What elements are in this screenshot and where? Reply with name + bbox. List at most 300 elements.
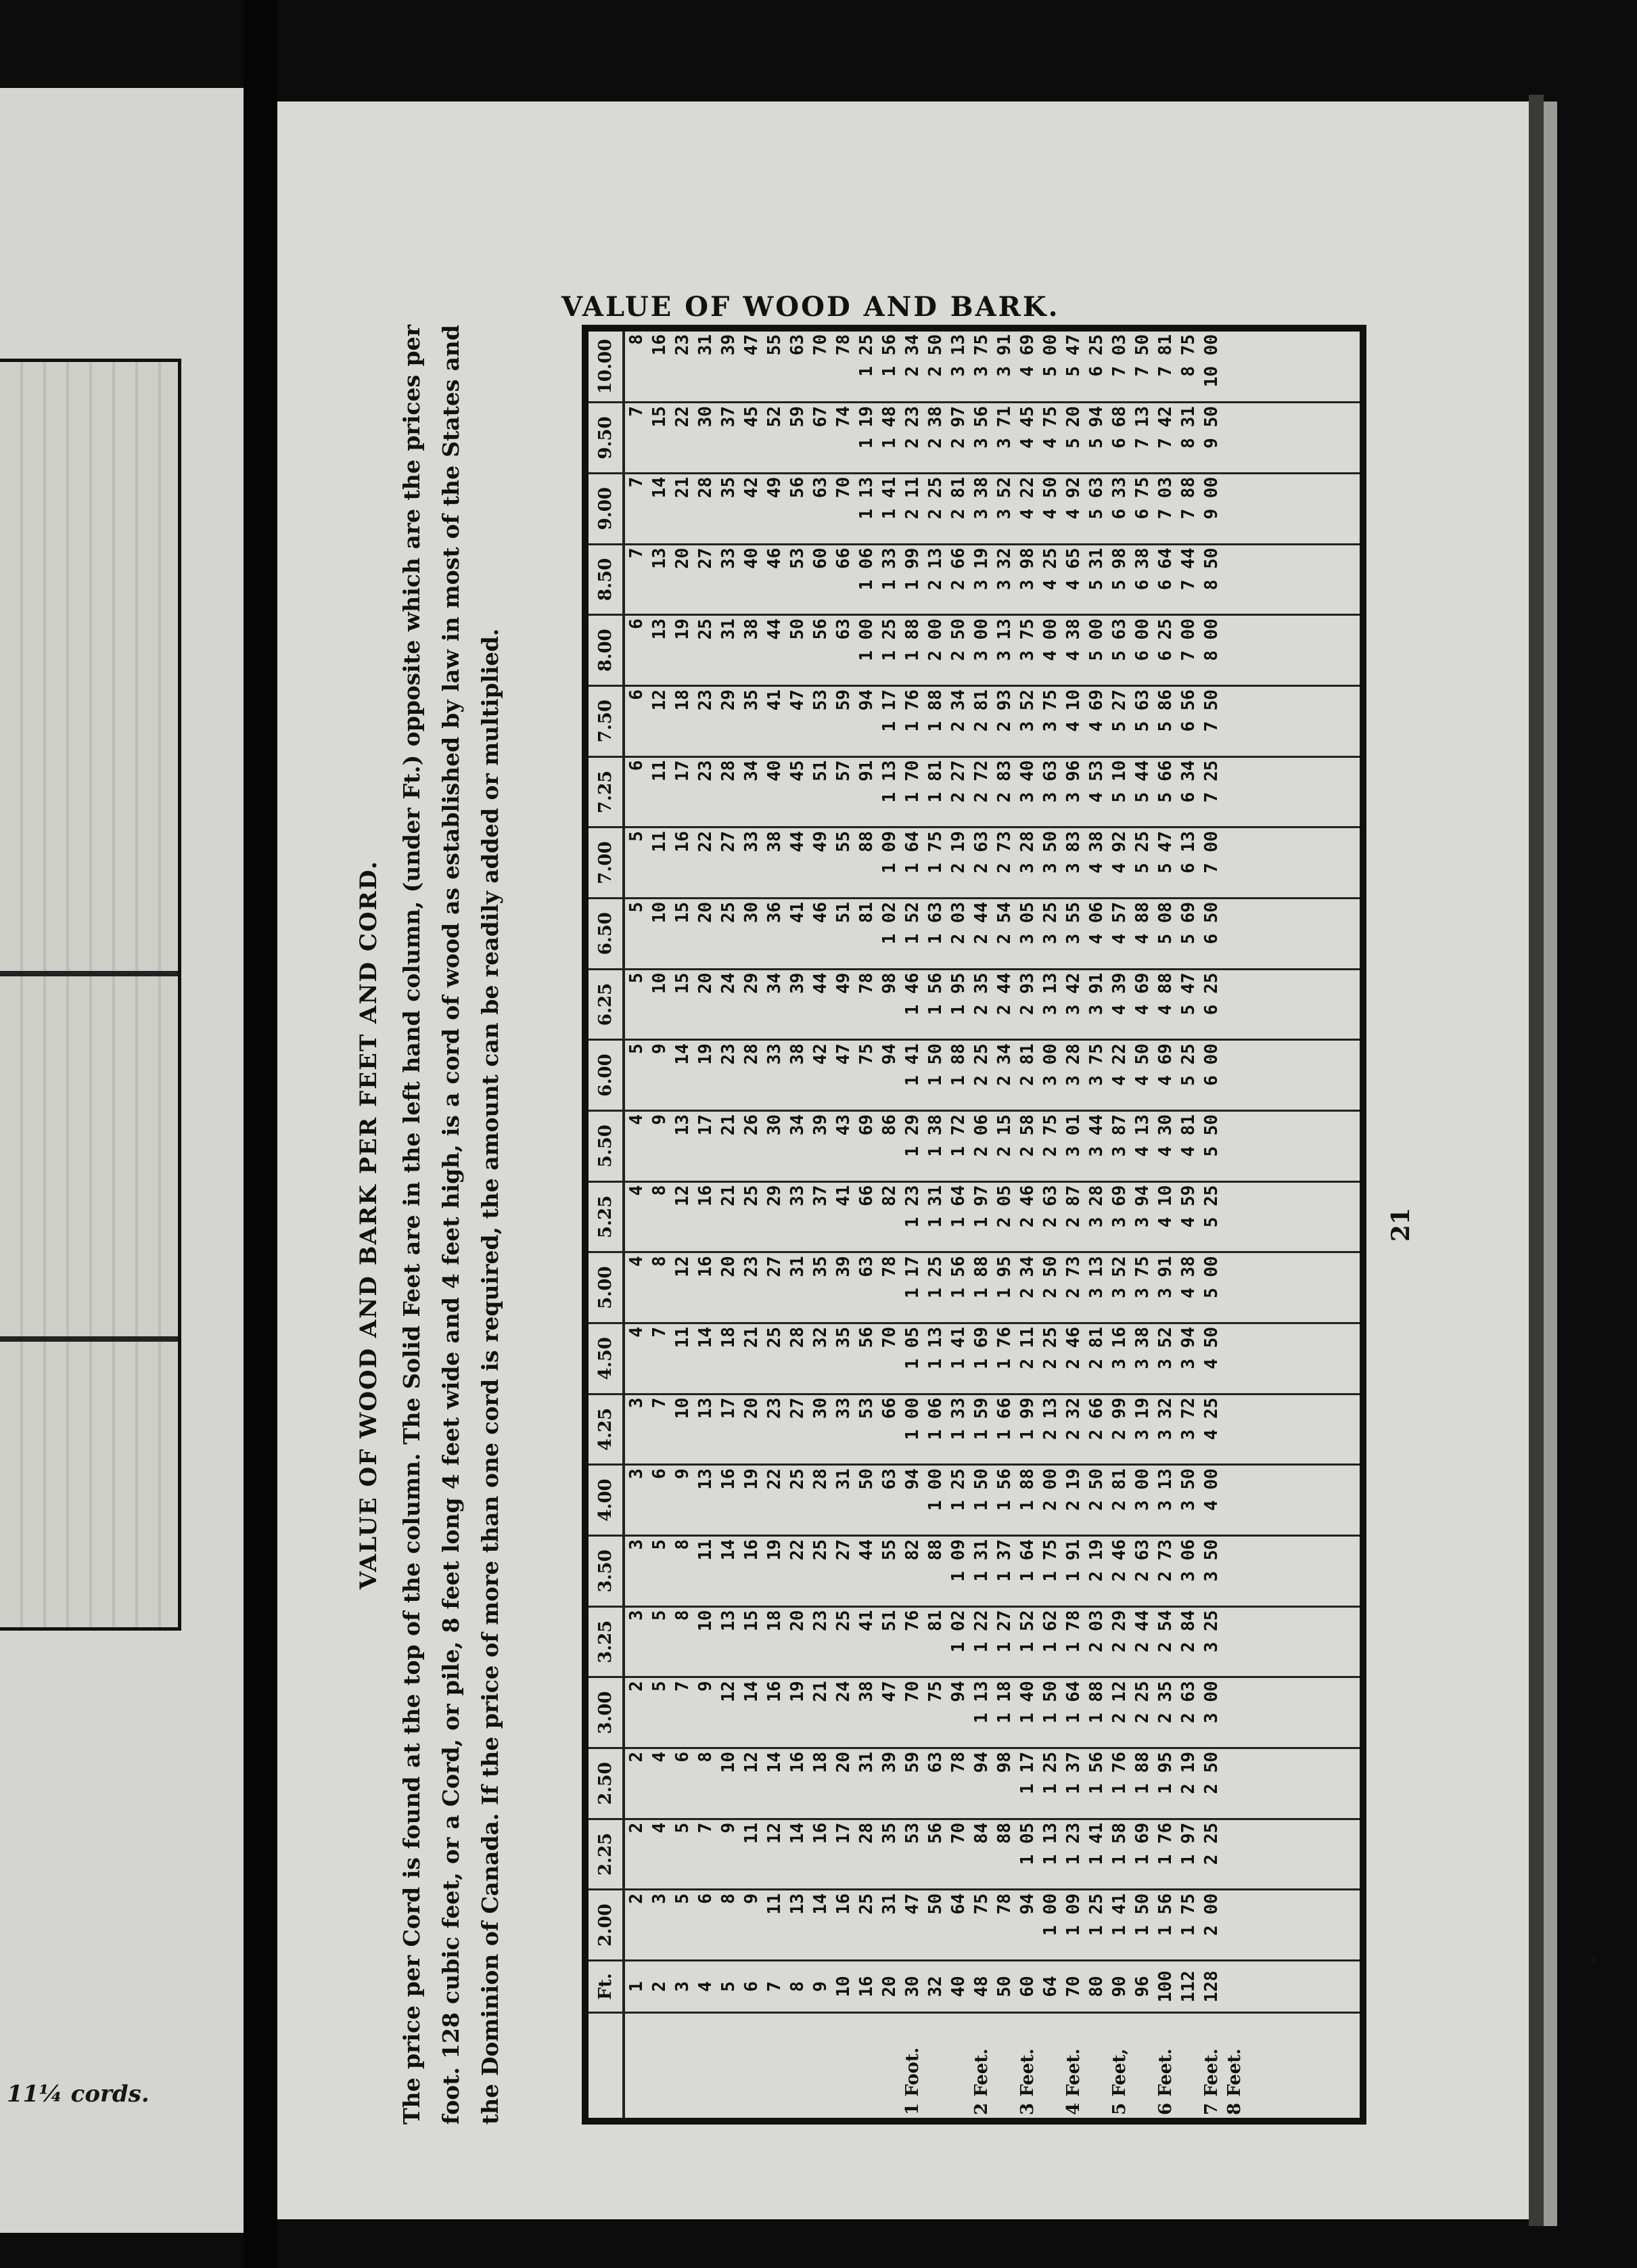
price-value: 3 13	[1155, 1468, 1176, 1511]
price-value: 3 91	[994, 334, 1015, 377]
price-value: 1 05	[902, 1326, 923, 1369]
price-value: 3 00	[1201, 1681, 1222, 1723]
header-price-17: 7.00	[589, 827, 624, 899]
price-value: 28	[741, 1043, 762, 1065]
rotated-page-content	[298, 325, 1488, 2125]
header-price-11: 5.00	[589, 1252, 624, 1323]
price-value: 26	[741, 1114, 762, 1136]
price-value: 2 54	[1155, 1610, 1176, 1653]
price-value: 3 38	[1132, 1326, 1153, 1369]
price-value: 13	[787, 1893, 808, 1915]
price-value: 10	[649, 972, 670, 994]
price-value: 12	[649, 689, 670, 711]
price-value: 3 52	[1109, 1256, 1130, 1298]
price-value: 2 81	[971, 689, 992, 732]
price-value: 14	[649, 476, 670, 499]
cords-caption: 11¼ cords.	[7, 2081, 149, 2108]
price-value: 3 44	[1086, 1114, 1107, 1157]
price-value: 5	[649, 1610, 670, 1621]
price-value: 63	[925, 1751, 946, 1773]
price-value: 4 92	[1109, 831, 1130, 874]
price-value: 56	[925, 1822, 946, 1844]
price-value: 5	[626, 972, 647, 984]
price-value: 27	[718, 831, 739, 853]
price-value: 3 83	[1063, 831, 1084, 874]
price-value: 94	[971, 1751, 992, 1773]
price-column-15	[624, 969, 1360, 1040]
price-value: 1 31	[971, 1539, 992, 1582]
price-value: 2 50	[1086, 1468, 1107, 1511]
price-value: 20	[741, 1397, 762, 1419]
price-value: 3 75	[971, 334, 992, 377]
feet-value: 30	[902, 1976, 923, 1997]
price-column-10	[624, 1323, 1360, 1394]
row-label: 1 Foot.	[902, 2047, 923, 2115]
price-value: 3 40	[1017, 760, 1038, 803]
price-value: 3 42	[1063, 972, 1084, 1016]
price-column-7	[624, 1535, 1360, 1606]
price-value: 4 69	[1132, 972, 1153, 1016]
price-value: 3 91	[1086, 972, 1107, 1016]
row-label	[809, 2016, 832, 2115]
row-label: 6 Feet.	[1155, 2048, 1176, 2115]
row-label	[993, 2016, 1016, 2115]
price-value: 1 75	[925, 831, 946, 874]
header-price-21: 8.50	[589, 544, 624, 615]
price-value: 39	[879, 1751, 900, 1773]
price-value: 8	[626, 334, 647, 345]
price-value: 1 56	[994, 1468, 1015, 1511]
price-value: 23	[741, 1256, 762, 1277]
price-value: 4 69	[1086, 689, 1107, 732]
price-value: 5 27	[1109, 689, 1130, 732]
price-value: 17	[718, 1397, 739, 1419]
price-column-6	[624, 1606, 1360, 1677]
price-column-16	[624, 898, 1360, 969]
price-value: 22	[672, 406, 693, 428]
price-value: 6 13	[1178, 831, 1199, 874]
price-value: 2 46	[1017, 1185, 1038, 1228]
price-value: 1 13	[925, 1326, 946, 1369]
price-value: 18	[672, 689, 693, 711]
price-value: 2 25	[971, 1043, 992, 1086]
header-price-20: 8.00	[589, 615, 624, 686]
price-value: 9	[741, 1893, 762, 1904]
price-value: 2 15	[994, 1114, 1015, 1157]
price-value: 1 33	[879, 547, 900, 591]
price-value: 12	[718, 1681, 739, 1702]
price-value: 82	[879, 1185, 900, 1206]
row-label	[1177, 2016, 1200, 2115]
price-value: 86	[879, 1114, 900, 1136]
price-value: 6 00	[1132, 618, 1153, 661]
price-value: 2 12	[1109, 1681, 1130, 1723]
price-value: 63	[787, 334, 808, 356]
price-value: 29	[764, 1185, 785, 1206]
price-value: 1 17	[879, 689, 900, 732]
price-value: 5	[649, 1681, 670, 1692]
price-value: 11	[695, 1539, 716, 1561]
price-value: 25	[787, 1468, 808, 1490]
price-value: 3 50	[1178, 1468, 1199, 1511]
price-value: 4 57	[1109, 901, 1130, 945]
price-value: 1 25	[948, 1468, 969, 1511]
price-value: 39	[718, 334, 739, 356]
price-value: 56	[787, 476, 808, 499]
price-value: 2 73	[1063, 1256, 1084, 1298]
row-label	[694, 2016, 717, 2115]
price-value: 74	[833, 406, 854, 428]
price-value: 2 58	[1017, 1114, 1038, 1157]
price-value: 1 09	[948, 1539, 969, 1582]
price-value: 3 63	[1040, 760, 1061, 803]
price-value: 47	[833, 1043, 854, 1065]
header-price-9: 4.25	[589, 1394, 624, 1465]
price-value: 1 29	[902, 1114, 923, 1157]
price-value: 47	[902, 1893, 923, 1915]
price-value: 45	[787, 760, 808, 781]
price-value: 3	[626, 1539, 647, 1550]
price-value: 2 00	[1201, 1893, 1222, 1936]
row-label	[786, 2016, 809, 2115]
price-column-14	[624, 1040, 1360, 1111]
price-value: 27	[787, 1397, 808, 1419]
price-value: 88	[925, 1539, 946, 1561]
price-value: 5 44	[1132, 760, 1153, 803]
row-label	[832, 2016, 855, 2115]
price-value: 2	[626, 1822, 647, 1834]
price-value: 5	[672, 1893, 693, 1904]
price-value: 30	[741, 901, 762, 924]
price-column-18	[624, 756, 1360, 827]
price-value: 98	[879, 972, 900, 994]
feet-value: 48	[971, 1976, 992, 1997]
price-value: 1 27	[994, 1610, 1015, 1653]
price-value: 4	[649, 1751, 670, 1763]
price-value: 14	[764, 1751, 785, 1773]
price-value: 3 87	[1109, 1114, 1130, 1157]
price-value: 1 97	[971, 1185, 992, 1228]
price-value: 98	[994, 1751, 1015, 1773]
price-value: 1 09	[1063, 1893, 1084, 1936]
price-value: 5 50	[1201, 1114, 1222, 1157]
price-value: 23	[695, 689, 716, 711]
price-value: 4 65	[1063, 547, 1084, 591]
price-value: 1 91	[1063, 1539, 1084, 1582]
price-value: 3 25	[1040, 901, 1061, 945]
price-value: 56	[856, 1326, 877, 1348]
price-value: 55	[764, 334, 785, 356]
feet-value: 2	[649, 1981, 670, 1992]
price-value: 4 00	[1040, 618, 1061, 661]
price-value: 8 31	[1178, 406, 1199, 449]
price-value: 2 11	[902, 476, 923, 520]
price-value: 2 19	[1063, 1468, 1084, 1511]
table-header-row	[589, 332, 624, 2118]
price-value: 1 52	[902, 901, 923, 945]
row-label	[763, 2016, 786, 2115]
price-value: 4	[626, 1185, 647, 1196]
price-value: 66	[833, 547, 854, 569]
price-value: 6 33	[1109, 476, 1130, 520]
price-value: 41	[787, 901, 808, 924]
price-value: 4 69	[1017, 334, 1038, 377]
price-value: 2 44	[1132, 1610, 1153, 1653]
price-value: 38	[764, 831, 785, 853]
price-column-19	[624, 685, 1360, 756]
price-value: 23	[718, 1043, 739, 1065]
price-value: 63	[810, 476, 831, 499]
price-value: 81	[925, 1610, 946, 1631]
price-value: 1 02	[948, 1610, 969, 1653]
price-value: 2 19	[1178, 1751, 1199, 1794]
price-value: 35	[741, 689, 762, 711]
price-value: 42	[810, 1043, 831, 1065]
price-value: 7	[695, 1822, 716, 1834]
feet-value: 100	[1155, 1970, 1176, 2003]
price-value: 45	[741, 406, 762, 428]
price-value: 1 37	[1063, 1751, 1084, 1794]
price-value: 7 03	[1155, 476, 1176, 520]
price-value: 1 25	[925, 1256, 946, 1298]
price-value: 3 16	[1109, 1326, 1130, 1369]
price-value: 66	[856, 1185, 877, 1206]
price-value: 1 72	[948, 1114, 969, 1157]
price-value: 7 50	[1201, 689, 1222, 732]
price-value: 7	[626, 476, 647, 488]
price-value: 1 63	[925, 901, 946, 945]
price-value: 49	[833, 972, 854, 994]
price-value: 5	[672, 1822, 693, 1834]
price-value: 42	[741, 476, 762, 499]
price-value: 3 32	[1155, 1397, 1176, 1441]
row-label	[1039, 2016, 1062, 2115]
price-value: 1 50	[925, 1043, 946, 1086]
print-speck	[1590, 1955, 1596, 1964]
row-label	[855, 2016, 878, 2115]
price-value: 2 93	[994, 689, 1015, 732]
price-value: 28	[718, 760, 739, 781]
price-value: 4	[626, 1114, 647, 1125]
price-value: 2 83	[994, 760, 1015, 803]
price-value: 1 23	[1063, 1822, 1084, 1865]
price-value: 60	[810, 547, 831, 569]
price-value: 20	[695, 901, 716, 924]
price-value: 2 46	[1109, 1539, 1130, 1582]
price-value: 4 50	[1132, 1043, 1153, 1086]
price-value: 10	[718, 1751, 739, 1773]
wood-value-table	[582, 325, 1366, 2125]
price-value: 1 64	[902, 831, 923, 874]
price-value: 7 00	[1201, 831, 1222, 874]
feet-value: 9	[810, 1981, 831, 1992]
price-value: 4	[626, 1256, 647, 1267]
price-value: 51	[833, 901, 854, 924]
price-value: 5 47	[1178, 972, 1199, 1016]
header-price-23: 9.50	[589, 403, 624, 474]
price-value: 1 76	[1109, 1751, 1130, 1794]
price-value: 56	[810, 618, 831, 640]
price-value: 28	[856, 1822, 877, 1844]
price-value: 15	[672, 901, 693, 924]
price-value: 7 44	[1178, 547, 1199, 591]
price-value: 5 31	[1086, 547, 1107, 591]
price-value: 5 63	[1132, 689, 1153, 732]
price-value: 2 50	[948, 618, 969, 661]
price-value: 34	[787, 1114, 808, 1136]
price-value: 19	[764, 1539, 785, 1561]
price-value: 94	[856, 689, 877, 711]
price-value: 33	[833, 1397, 854, 1419]
price-value: 6 75	[1132, 476, 1153, 520]
price-value: 1 88	[948, 1043, 969, 1086]
price-value: 3	[649, 1893, 670, 1904]
price-value: 3 72	[1178, 1397, 1199, 1441]
price-value: 35	[879, 1822, 900, 1844]
price-value: 59	[833, 689, 854, 711]
price-value: 1 66	[994, 1397, 1015, 1441]
feet-value: 96	[1132, 1976, 1153, 1997]
price-value: 3 98	[1017, 547, 1038, 591]
price-value: 7	[649, 1326, 670, 1338]
price-value: 2 27	[948, 760, 969, 803]
price-value: 6 25	[1201, 972, 1222, 1016]
feet-value: 10	[833, 1976, 854, 1997]
price-value: 6	[649, 1468, 670, 1479]
price-value: 1 78	[1063, 1610, 1084, 1653]
price-value: 8 75	[1178, 334, 1199, 377]
row-label: 5 Feet,	[1109, 2048, 1130, 2115]
row-label	[717, 2016, 740, 2115]
row-label	[947, 2016, 970, 2115]
price-value: 3 28	[1017, 831, 1038, 874]
price-value: 4 22	[1017, 476, 1038, 520]
price-value: 41	[764, 689, 785, 711]
price-value: 1 56	[948, 1256, 969, 1298]
price-value: 2 81	[1017, 1043, 1038, 1086]
price-value: 5 66	[1155, 760, 1176, 803]
price-value: 78	[856, 972, 877, 994]
price-value: 49	[764, 476, 785, 499]
price-value: 16	[718, 1468, 739, 1490]
price-value: 2 03	[1086, 1610, 1107, 1653]
price-value: 6 56	[1178, 689, 1199, 732]
price-value: 1 97	[1178, 1822, 1199, 1865]
price-value: 35	[810, 1256, 831, 1277]
price-value: 1 19	[856, 406, 877, 449]
price-value: 1 81	[925, 760, 946, 803]
price-value: 75	[925, 1681, 946, 1702]
price-value: 1 58	[1109, 1822, 1130, 1865]
row-label	[1131, 2016, 1154, 2115]
price-value: 12	[672, 1185, 693, 1206]
price-value: 88	[856, 831, 877, 853]
row-label	[648, 2016, 671, 2115]
price-value: 33	[741, 831, 762, 853]
price-value: 4 75	[1040, 406, 1061, 449]
price-value: 6 50	[1201, 901, 1222, 945]
price-value: 1 75	[1040, 1539, 1061, 1582]
price-value: 4 50	[1201, 1326, 1222, 1369]
price-value: 78	[994, 1893, 1015, 1915]
price-value: 39	[833, 1256, 854, 1277]
price-value: 4 00	[1201, 1468, 1222, 1511]
price-value: 1 00	[856, 618, 877, 661]
price-value: 29	[718, 689, 739, 711]
price-value: 7 42	[1155, 406, 1176, 449]
price-value: 1 76	[902, 689, 923, 732]
price-value: 78	[879, 1256, 900, 1277]
price-value: 27	[695, 547, 716, 569]
header-feet: Ft.	[589, 1961, 624, 2013]
price-value: 1 59	[971, 1397, 992, 1441]
price-value: 52	[764, 406, 785, 428]
price-value: 25	[718, 901, 739, 924]
price-value: 5 94	[1086, 406, 1107, 449]
feet-value: 64	[1040, 1976, 1061, 1997]
price-value: 1 76	[1155, 1822, 1176, 1865]
price-value: 23	[764, 1397, 785, 1419]
price-value: 7	[626, 547, 647, 559]
price-value: 5 00	[1201, 1256, 1222, 1298]
header-price-8: 4.00	[589, 1465, 624, 1536]
price-value: 8	[649, 1185, 670, 1196]
price-value: 24	[833, 1681, 854, 1702]
price-value: 23	[672, 334, 693, 356]
feet-value: 32	[925, 1976, 946, 1997]
price-value: 1 64	[1063, 1681, 1084, 1723]
price-value: 1 95	[994, 1256, 1015, 1298]
header-price-24: 10.00	[589, 332, 624, 403]
price-value: 15	[649, 406, 670, 428]
table-body	[624, 332, 1360, 2118]
feet-value: 90	[1109, 1976, 1130, 1997]
price-value: 2	[626, 1893, 647, 1904]
page-edge	[1529, 95, 1544, 2226]
price-value: 3 00	[971, 618, 992, 661]
price-column-20	[624, 615, 1360, 686]
price-value: 6 00	[1201, 1043, 1222, 1086]
price-value: 43	[833, 1114, 854, 1136]
price-value: 13	[718, 1610, 739, 1631]
price-value: 33	[718, 547, 739, 569]
price-value: 55	[833, 831, 854, 853]
price-value: 47	[879, 1681, 900, 1702]
price-value: 8	[672, 1610, 693, 1621]
row-label: 4 Feet.	[1063, 2048, 1084, 2115]
price-value: 2 66	[1086, 1397, 1107, 1441]
price-value: 4 81	[1178, 1114, 1199, 1157]
price-value: 15	[741, 1610, 762, 1631]
price-value: 3 71	[994, 406, 1015, 449]
price-value: 11	[649, 760, 670, 781]
price-value: 1 13	[971, 1681, 992, 1723]
price-value: 7	[649, 1397, 670, 1409]
price-value: 1 00	[1040, 1893, 1061, 1936]
header-price-13: 5.50	[589, 1110, 624, 1181]
price-value: 10 00	[1201, 334, 1222, 388]
price-value: 5	[626, 831, 647, 842]
price-value: 5 86	[1155, 689, 1176, 732]
price-value: 44	[764, 618, 785, 640]
price-value: 1 17	[902, 1256, 923, 1298]
price-value: 1 33	[948, 1397, 969, 1441]
row-label: 7 Feet.	[1201, 2048, 1222, 2115]
price-value: 23	[695, 760, 716, 781]
price-value: 2 75	[1040, 1114, 1061, 1157]
price-value: 24	[718, 972, 739, 994]
price-table	[589, 332, 1360, 2118]
